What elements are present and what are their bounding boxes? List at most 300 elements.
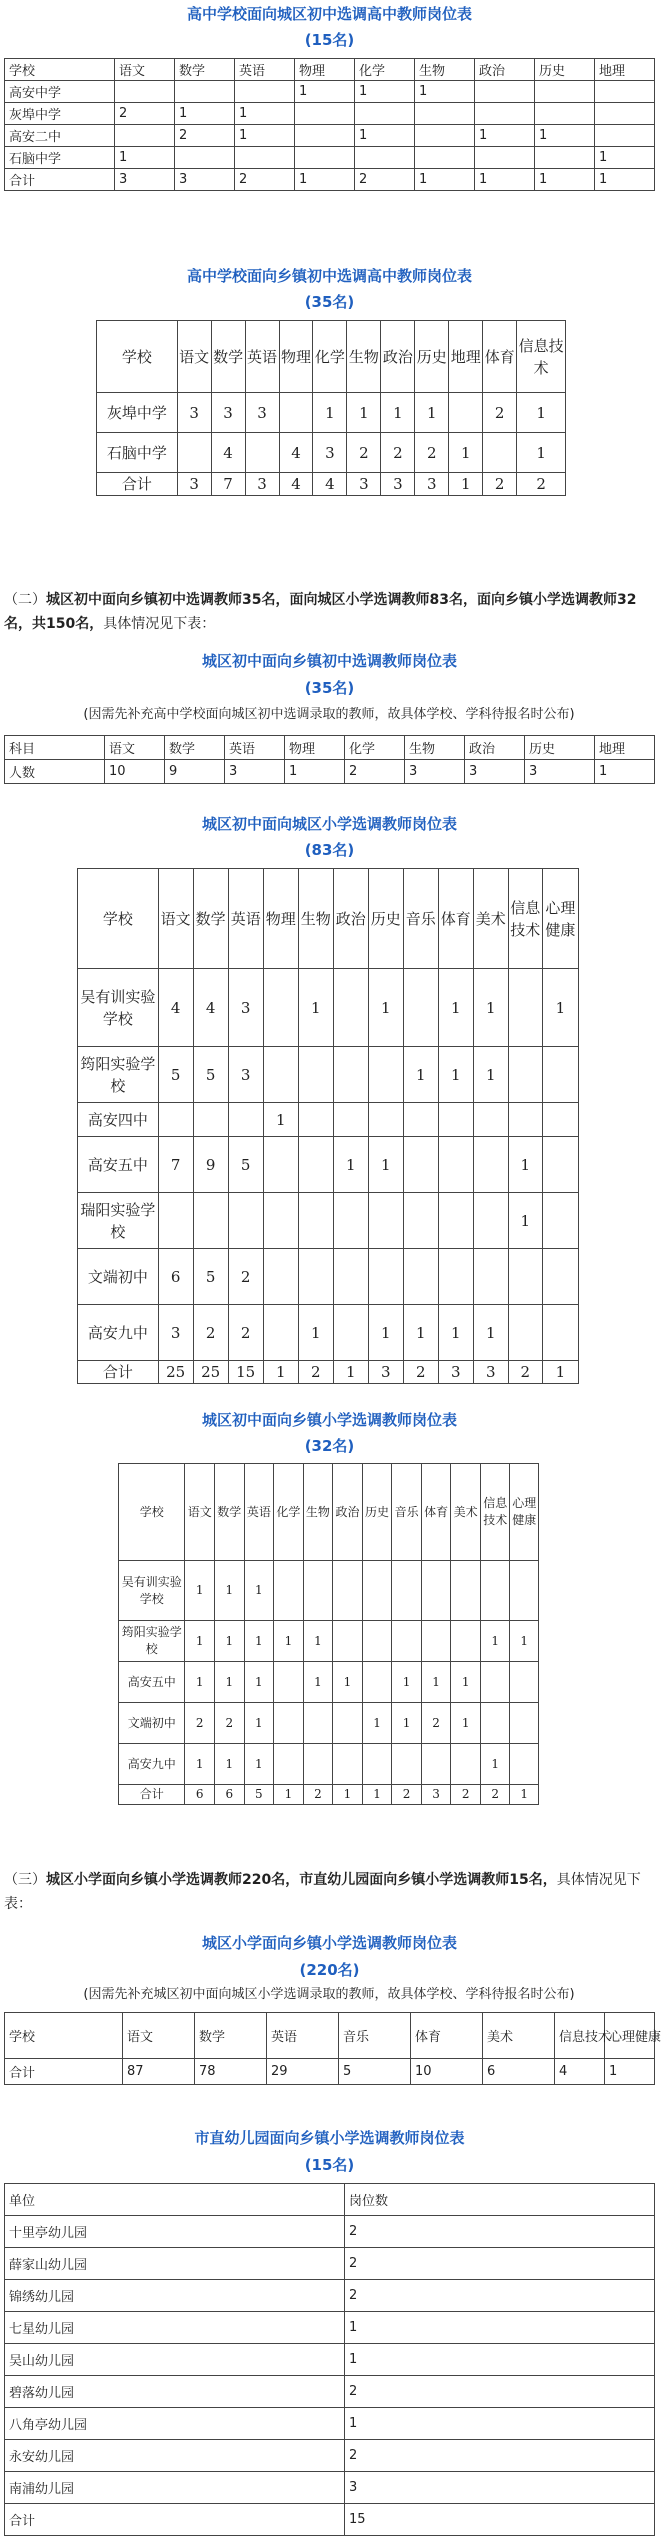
- table-cell: [295, 125, 355, 147]
- table-cell: [595, 81, 655, 103]
- table-row: [97, 393, 566, 433]
- table3-note: (因需先补充高中学校面向城区初中选调录取的教师，故具体学校、学科待报名时公布): [83, 707, 575, 722]
- table-cell: 5: [244, 1785, 274, 1805]
- table-row: [5, 147, 655, 169]
- table-cell: [508, 969, 542, 1047]
- table-cell: 3: [245, 473, 279, 496]
- table-cell: 3: [347, 473, 381, 496]
- header-cell: 物理: [285, 736, 345, 760]
- row-label-cell: 七星幼儿园: [5, 2312, 345, 2344]
- table-cell: 2: [345, 2248, 655, 2280]
- table-row: [119, 1561, 539, 1621]
- row-label-cell: 高安中学: [5, 81, 115, 103]
- table-cell: [542, 1103, 578, 1137]
- table-cell: 87: [123, 2059, 195, 2085]
- header-cell: 体育: [411, 2013, 483, 2059]
- header-cell: 信息技术: [517, 321, 566, 393]
- table-cell: [274, 1744, 304, 1785]
- row-label-cell: 高安二中: [5, 125, 115, 147]
- table-cell: 1: [215, 1621, 245, 1662]
- table-cell: [542, 1137, 578, 1193]
- table-row: [119, 1621, 539, 1662]
- row-label-cell: 高安九中: [119, 1744, 185, 1785]
- table-cell: 1: [244, 1703, 274, 1744]
- table-cell: 1: [285, 760, 345, 784]
- table-cell: 1: [355, 125, 415, 147]
- table-cell: [483, 433, 517, 473]
- table-cell: 1: [175, 103, 235, 125]
- section2-prefix: （二）: [4, 592, 46, 608]
- row-label-cell: 筠阳实验学校: [119, 1621, 185, 1662]
- table-cell: 7: [158, 1137, 193, 1193]
- table-cell: 4: [211, 433, 245, 473]
- table-cell: [438, 1193, 473, 1249]
- table-cell: 1: [347, 393, 381, 433]
- header-cell: 政治: [333, 869, 368, 969]
- table-cell: [535, 103, 595, 125]
- table-cell: [480, 1561, 510, 1621]
- table-cell: [475, 103, 535, 125]
- row-label-cell: 合计: [78, 1361, 159, 1384]
- table-cell: 9: [193, 1137, 228, 1193]
- section3-suffix: 具体情况见下表：: [4, 1872, 641, 1912]
- table-cell: [403, 1193, 438, 1249]
- header-cell: 物理: [279, 321, 313, 393]
- table4-title: 城区初中面向城区小学选调教师岗位表: [201, 815, 457, 833]
- table-cell: 3: [228, 969, 263, 1047]
- table-cell: 1: [345, 2408, 655, 2440]
- table-cell: 2: [421, 1703, 451, 1744]
- table-cell: [175, 81, 235, 103]
- table-cell: [403, 1249, 438, 1305]
- table-cell: 2: [517, 473, 566, 496]
- table-cell: [263, 1047, 298, 1103]
- table-cell: 2: [483, 473, 517, 496]
- table3-title: 城区初中面向乡镇初中选调教师岗位表: [201, 652, 457, 670]
- table-cell: [303, 1703, 333, 1744]
- table-cell: 1: [235, 103, 295, 125]
- row-label-cell: 永安幼儿园: [5, 2440, 345, 2472]
- header-cell: 数学: [215, 1464, 245, 1561]
- table-cell: 4: [158, 969, 193, 1047]
- table-cell: 1: [274, 1785, 304, 1805]
- table-cell: 1: [508, 1137, 542, 1193]
- table-cell: [421, 1621, 451, 1662]
- header-cell: 物理: [263, 869, 298, 969]
- row-label-cell: 石脑中学: [97, 433, 178, 473]
- header-cell: 语文: [185, 1464, 215, 1561]
- table-cell: [362, 1662, 392, 1703]
- header-cell: 政治: [465, 736, 525, 760]
- table-cell: 1: [368, 1137, 403, 1193]
- table-cell: [228, 1193, 263, 1249]
- table-cell: [333, 1103, 368, 1137]
- header-cell: 心理健康: [510, 1464, 539, 1561]
- table-cell: 3: [313, 433, 347, 473]
- table-row: [5, 2312, 655, 2344]
- table-cell: 1: [313, 393, 347, 433]
- section3-paragraph: [4, 1868, 654, 1916]
- header-cell: 信息技术: [555, 2013, 605, 2059]
- table-cell: 1: [362, 1785, 392, 1805]
- table-cell: 6: [158, 1249, 193, 1305]
- table2: [96, 320, 566, 496]
- table-cell: 1: [362, 1703, 392, 1744]
- header-cell: 信息技术: [508, 869, 542, 969]
- row-label-cell: 十里亭幼儿园: [5, 2216, 345, 2248]
- table-cell: [368, 1193, 403, 1249]
- header-cell: 物理: [295, 59, 355, 81]
- header-cell: 数学: [193, 869, 228, 969]
- header-cell: 英语: [235, 59, 295, 81]
- table-cell: 3: [421, 1785, 451, 1805]
- header-cell: 音乐: [339, 2013, 411, 2059]
- table-cell: 5: [158, 1047, 193, 1103]
- table-cell: [403, 1103, 438, 1137]
- header-cell: 数学: [195, 2013, 267, 2059]
- table-cell: 1: [392, 1703, 422, 1744]
- table-cell: 3: [245, 393, 279, 433]
- header-cell: 地理: [449, 321, 483, 393]
- table-row: [5, 760, 655, 784]
- header-cell: 岗位数: [345, 2184, 655, 2216]
- table-cell: [542, 1193, 578, 1249]
- header-cell: 学校: [5, 59, 115, 81]
- table-cell: 4: [193, 969, 228, 1047]
- table5: [118, 1463, 539, 1805]
- table-cell: 2: [355, 169, 415, 191]
- table-cell: [403, 969, 438, 1047]
- table-cell: [295, 147, 355, 169]
- table-cell: [298, 1249, 333, 1305]
- table1: [4, 58, 655, 191]
- table-cell: 1: [542, 1361, 578, 1384]
- header-cell: 政治: [381, 321, 415, 393]
- table-cell: 1: [535, 169, 595, 191]
- table-cell: [415, 147, 475, 169]
- table-cell: 2: [347, 433, 381, 473]
- table-cell: 78: [195, 2059, 267, 2085]
- table-cell: 1: [263, 1103, 298, 1137]
- row-label-cell: 瑞阳实验学校: [78, 1193, 159, 1249]
- table-cell: 1: [244, 1662, 274, 1703]
- table-cell: 1: [333, 1361, 368, 1384]
- table-cell: 1: [215, 1744, 245, 1785]
- table-row: [5, 2344, 655, 2376]
- table-cell: 1: [415, 169, 475, 191]
- header-cell: 化学: [274, 1464, 304, 1561]
- table-cell: 1: [605, 2059, 655, 2085]
- header-cell: 学校: [78, 869, 159, 969]
- table-cell: [595, 125, 655, 147]
- table-cell: 1: [473, 1047, 508, 1103]
- table-cell: 1: [333, 1137, 368, 1193]
- header-cell: 学校: [97, 321, 178, 393]
- header-cell: 历史: [415, 321, 449, 393]
- header-cell: 美术: [473, 869, 508, 969]
- table-cell: 3: [473, 1361, 508, 1384]
- header-cell: 美术: [483, 2013, 555, 2059]
- table-cell: [451, 1561, 481, 1621]
- row-label-cell: 合计: [119, 1785, 185, 1805]
- table-cell: 1: [517, 433, 566, 473]
- table-cell: 3: [438, 1361, 473, 1384]
- table-cell: 10: [105, 760, 165, 784]
- section3-bold-text: 城区小学面向乡镇小学选调教师220名，市直幼儿园面向乡镇小学选调教师15名，: [46, 1872, 557, 1888]
- header-cell: 音乐: [392, 1464, 422, 1561]
- table-cell: [175, 147, 235, 169]
- header-cell: 英语: [228, 869, 263, 969]
- row-label-cell: 人数: [5, 760, 105, 784]
- table-cell: [274, 1662, 304, 1703]
- table-row: [5, 2472, 655, 2504]
- table-header-row: [5, 59, 655, 81]
- table-cell: [303, 1744, 333, 1785]
- table-row: [78, 1047, 579, 1103]
- table-cell: [235, 81, 295, 103]
- table-cell: 4: [279, 473, 313, 496]
- table4-count: (83名): [304, 841, 355, 859]
- table-cell: [473, 1193, 508, 1249]
- table-cell: [333, 1744, 363, 1785]
- table-cell: [368, 1103, 403, 1137]
- table-cell: [438, 1137, 473, 1193]
- header-cell: 政治: [333, 1464, 363, 1561]
- table-cell: 2: [215, 1703, 245, 1744]
- header-cell: 生物: [303, 1464, 333, 1561]
- table-cell: 1: [542, 969, 578, 1047]
- table-cell: [595, 103, 655, 125]
- table-cell: 1: [244, 1744, 274, 1785]
- table-cell: 1: [415, 393, 449, 433]
- table-cell: 1: [403, 1305, 438, 1361]
- table-cell: 1: [473, 1305, 508, 1361]
- table-cell: 1: [451, 1662, 481, 1703]
- table-cell: 3: [177, 473, 211, 496]
- table7: [4, 2183, 655, 2536]
- table-cell: 1: [303, 1621, 333, 1662]
- row-label-cell: 锦绣幼儿园: [5, 2280, 345, 2312]
- table-row: [5, 2059, 655, 2085]
- table-cell: [542, 1305, 578, 1361]
- header-cell: 语文: [158, 869, 193, 969]
- table-cell: [542, 1249, 578, 1305]
- row-label-cell: 高安五中: [78, 1137, 159, 1193]
- table-cell: 15: [345, 2504, 655, 2536]
- table-cell: [362, 1744, 392, 1785]
- table-cell: [362, 1561, 392, 1621]
- table-cell: [263, 1193, 298, 1249]
- table-cell: [333, 1703, 363, 1744]
- table-cell: 1: [508, 1193, 542, 1249]
- table-cell: [510, 1744, 539, 1785]
- table-cell: 1: [451, 1703, 481, 1744]
- header-cell: 心理健康: [605, 2013, 655, 2059]
- header-cell: 信息技术: [480, 1464, 510, 1561]
- table-cell: [263, 969, 298, 1047]
- row-label-cell: 南浦幼儿园: [5, 2472, 345, 2504]
- table-cell: 1: [438, 1047, 473, 1103]
- table-row: [78, 1137, 579, 1193]
- table-cell: 1: [215, 1662, 245, 1703]
- table-cell: [115, 81, 175, 103]
- table-cell: [438, 1103, 473, 1137]
- header-cell: 英语: [225, 736, 285, 760]
- table-cell: [368, 1047, 403, 1103]
- table-cell: 4: [279, 433, 313, 473]
- table-cell: [392, 1621, 422, 1662]
- table-cell: [475, 147, 535, 169]
- row-label-cell: 吴有训实验学校: [78, 969, 159, 1047]
- table-cell: [368, 1249, 403, 1305]
- table-cell: [510, 1703, 539, 1744]
- table-cell: [193, 1193, 228, 1249]
- table-cell: 1: [355, 81, 415, 103]
- table-cell: 5: [193, 1249, 228, 1305]
- row-label-cell: 高安九中: [78, 1305, 159, 1361]
- table-cell: 2: [345, 2216, 655, 2248]
- table5-title: 城区初中面向乡镇小学选调教师岗位表: [201, 1411, 457, 1429]
- header-cell: 历史: [368, 869, 403, 969]
- table-cell: [298, 1137, 333, 1193]
- table-cell: [508, 1249, 542, 1305]
- table-cell: 3: [405, 760, 465, 784]
- header-cell: 语文: [115, 59, 175, 81]
- table-cell: 2: [228, 1249, 263, 1305]
- table-cell: 1: [185, 1561, 215, 1621]
- table6-title: 城区小学面向乡镇小学选调教师岗位表: [201, 1934, 457, 1952]
- table-cell: 2: [303, 1785, 333, 1805]
- table-cell: 3: [525, 760, 595, 784]
- table-row: [119, 1703, 539, 1744]
- table-cell: [333, 969, 368, 1047]
- row-label-cell: 薛家山幼儿园: [5, 2248, 345, 2280]
- table-cell: 1: [595, 760, 655, 784]
- header-cell: 英语: [245, 321, 279, 393]
- table7-count: (15名): [304, 2156, 355, 2174]
- table-cell: 1: [333, 1662, 363, 1703]
- header-cell: 体育: [438, 869, 473, 969]
- table-cell: 1: [298, 1305, 333, 1361]
- table-cell: [177, 433, 211, 473]
- table-cell: 2: [345, 2440, 655, 2472]
- table-cell: [333, 1193, 368, 1249]
- header-cell: 学校: [5, 2013, 123, 2059]
- table-cell: [355, 147, 415, 169]
- table-cell: [392, 1744, 422, 1785]
- table-cell: [438, 1249, 473, 1305]
- row-label-cell: 灰埠中学: [5, 103, 115, 125]
- table-cell: 7: [211, 473, 245, 496]
- table-cell: 3: [228, 1047, 263, 1103]
- table-cell: [193, 1103, 228, 1137]
- table-cell: 3: [368, 1361, 403, 1384]
- header-cell: 化学: [345, 736, 405, 760]
- header-cell: 数学: [175, 59, 235, 81]
- table-cell: 5: [228, 1137, 263, 1193]
- table-row: [5, 2440, 655, 2472]
- table-cell: 1: [392, 1662, 422, 1703]
- table-cell: [235, 147, 295, 169]
- table5-count: (32名): [304, 1437, 355, 1455]
- table-cell: [392, 1561, 422, 1621]
- row-label-cell: 高安五中: [119, 1662, 185, 1703]
- table-cell: 1: [235, 125, 295, 147]
- table-cell: [421, 1561, 451, 1621]
- table-cell: 25: [193, 1361, 228, 1384]
- table-cell: 6: [185, 1785, 215, 1805]
- table-cell: [333, 1621, 363, 1662]
- table-row: [97, 473, 566, 496]
- table-cell: 2: [345, 2376, 655, 2408]
- header-cell: 英语: [244, 1464, 274, 1561]
- table-cell: 2: [345, 2280, 655, 2312]
- table-cell: 3: [177, 393, 211, 433]
- table-cell: [473, 1103, 508, 1137]
- table-cell: [508, 1047, 542, 1103]
- table-cell: 1: [368, 969, 403, 1047]
- table-cell: 1: [473, 969, 508, 1047]
- table-cell: 1: [449, 433, 483, 473]
- table-cell: [355, 103, 415, 125]
- header-cell: 学校: [119, 1464, 185, 1561]
- table-cell: [535, 147, 595, 169]
- table-header-row: [5, 2013, 655, 2059]
- table6-count: (220名): [299, 1961, 360, 1979]
- table-cell: [228, 1103, 263, 1137]
- table7-title: 市直幼儿园面向乡镇小学选调教师岗位表: [194, 2129, 465, 2147]
- table-cell: 3: [115, 169, 175, 191]
- table-cell: 5: [193, 1047, 228, 1103]
- table-row: [5, 103, 655, 125]
- table-cell: 2: [228, 1305, 263, 1361]
- table-row: [78, 1249, 579, 1305]
- table-cell: 3: [465, 760, 525, 784]
- table4: [77, 868, 579, 1384]
- table-cell: [333, 1249, 368, 1305]
- header-cell: 心理健康: [542, 869, 578, 969]
- table2-count: (35名): [304, 293, 355, 311]
- table-cell: 6: [483, 2059, 555, 2085]
- row-label-cell: 吴有训实验学校: [119, 1561, 185, 1621]
- table-cell: 1: [263, 1361, 298, 1384]
- table-row: [78, 969, 579, 1047]
- header-cell: 科目: [5, 736, 105, 760]
- table-cell: 15: [228, 1361, 263, 1384]
- header-cell: 生物: [415, 59, 475, 81]
- table-cell: 1: [595, 169, 655, 191]
- row-label-cell: 八角亭幼儿园: [5, 2408, 345, 2440]
- header-cell: 语文: [123, 2013, 195, 2059]
- table-cell: [158, 1193, 193, 1249]
- row-label-cell: 合计: [5, 2059, 123, 2085]
- table-cell: [475, 81, 535, 103]
- section3-prefix: （三）: [4, 1872, 46, 1888]
- row-label-cell: 文端初中: [78, 1249, 159, 1305]
- table-cell: [274, 1703, 304, 1744]
- header-cell: 化学: [313, 321, 347, 393]
- table-cell: 3: [158, 1305, 193, 1361]
- table-cell: 1: [421, 1662, 451, 1703]
- table-cell: 1: [438, 1305, 473, 1361]
- row-label-cell: 合计: [5, 2504, 345, 2536]
- table-cell: [279, 393, 313, 433]
- table-cell: [480, 1703, 510, 1744]
- table-cell: [449, 393, 483, 433]
- table-cell: 1: [368, 1305, 403, 1361]
- header-cell: 生物: [347, 321, 381, 393]
- table-cell: [415, 125, 475, 147]
